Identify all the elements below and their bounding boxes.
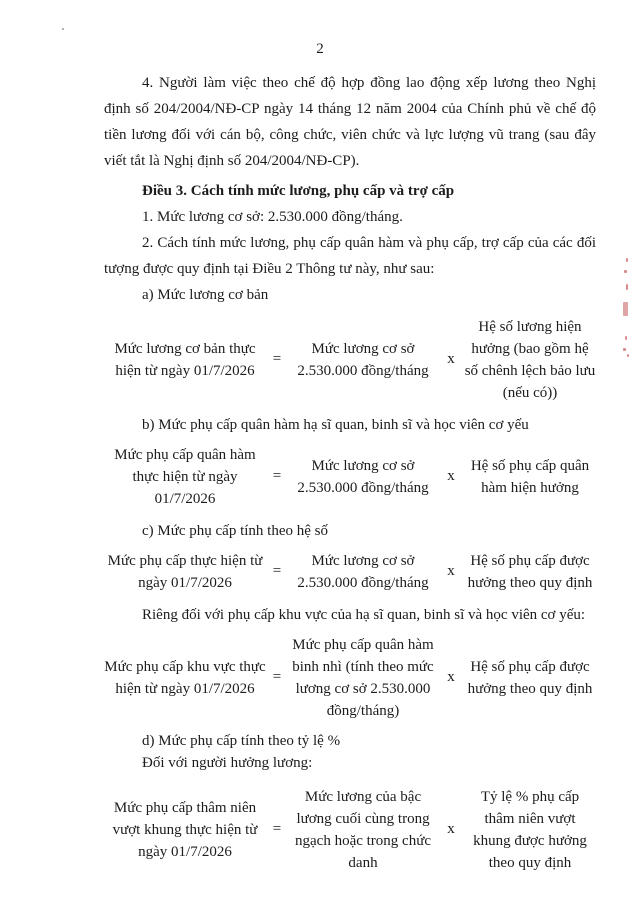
clause-1: 1. Mức lương cơ sở: 2.530.000 đồng/tháng. [142, 209, 403, 225]
article-3-heading: Điều 3. Cách tính mức lương, phụ cấp và trợ cấp [142, 183, 455, 199]
formula-basic-salary [104, 316, 596, 404]
formula-left-term: Mức phụ cấp quân hàm thực hiện từ ngày 01/7/2026 [114, 447, 256, 507]
multiply-sign: x [447, 669, 455, 686]
formula-middle-term: Mức lương cơ sở 2.530.000 đồng/tháng [297, 553, 429, 591]
equals-sign: = [272, 821, 282, 838]
regional-allowance-note: Riêng đối với phụ cấp khu vực của hạ sĩ quan, binh sĩ và học viên cơ yếu: [142, 607, 586, 623]
clause-2: 2. Cách tính mức lương, phụ cấp quân hàm và phụ cấp, trợ cấp của các đối tượng được quy định tại Điều 2 Thông tư này, như sau: [104, 235, 596, 277]
document-body [104, 70, 596, 882]
equals-sign: = [272, 563, 282, 580]
formula-regional-allowance [104, 634, 596, 722]
formula-right-term: Hệ số lương hiện hưởng (bao gồm hệ số chênh lệch bảo lưu (nếu có)) [464, 319, 596, 401]
equals-sign: = [272, 669, 282, 686]
formula-left-term: Mức phụ cấp khu vực thực hiện từ ngày 01/7/2026 [104, 659, 266, 697]
paragraph-4: 4. Người làm việc theo chế độ hợp đồng lao động xếp lương theo Nghị định số 204/2004/NĐ-CP ngày 14 tháng 12 năm 2004 của Chính phủ về chế độ tiền lương đối với cán bộ, công chức, viên chức và lực lượng vũ trang (sau đây viết tắt là Nghị định số 204/2004/NĐ-CP). [104, 75, 596, 169]
multiply-sign: x [447, 351, 455, 368]
formula-right-term: Hệ số phụ cấp quân hàm hiện hưởng [470, 458, 590, 496]
multiply-sign: x [447, 468, 455, 485]
section-b-heading: b) Mức phụ cấp quân hàm hạ sĩ quan, binh sĩ và học viên cơ yếu [142, 417, 529, 433]
equals-sign: = [272, 351, 282, 368]
formula-left-term: Mức lương cơ bản thực hiện từ ngày 01/7/2026 [114, 341, 256, 379]
section-c-heading: c) Mức phụ cấp tính theo hệ số [142, 523, 328, 539]
scan-speck [62, 28, 64, 30]
formula-seniority-allowance [104, 786, 596, 874]
formula-right-term: Hệ số phụ cấp được hưởng theo quy định [467, 553, 593, 591]
wage-earner-note: Đối với người hưởng lương: [142, 755, 313, 771]
equals-sign: = [272, 468, 282, 485]
formula-middle-term: Mức lương cơ sở 2.530.000 đồng/tháng [297, 341, 429, 379]
multiply-sign: x [447, 563, 455, 580]
formula-left-term: Mức phụ cấp thực hiện từ ngày 01/7/2026 [107, 553, 263, 591]
multiply-sign: x [447, 821, 455, 838]
formula-right-term: Hệ số phụ cấp được hưởng theo quy định [467, 659, 593, 697]
formula-left-term: Mức phụ cấp thâm niên vượt khung thực hiện từ ngày 01/7/2026 [112, 800, 258, 860]
page-number: 2 [316, 41, 324, 57]
section-d-heading: d) Mức phụ cấp tính theo tỷ lệ % [142, 733, 341, 749]
scan-margin-marks [620, 258, 634, 368]
formula-middle-term: Mức phụ cấp quân hàm binh nhì (tính theo mức lương cơ sở 2.530.000 đồng/tháng) [292, 637, 434, 719]
formula-middle-term: Mức lương cơ sở 2.530.000 đồng/tháng [297, 458, 429, 496]
formula-rank-allowance [104, 444, 596, 510]
formula-coefficient-allowance [104, 550, 596, 594]
formula-middle-term: Mức lương của bậc lương cuối cùng trong ngạch hoặc trong chức danh [295, 789, 431, 871]
formula-right-term: Tỷ lệ % phụ cấp thâm niên vượt khung được hưởng theo quy định [473, 789, 587, 871]
section-a-heading: a) Mức lương cơ bản [142, 287, 269, 303]
